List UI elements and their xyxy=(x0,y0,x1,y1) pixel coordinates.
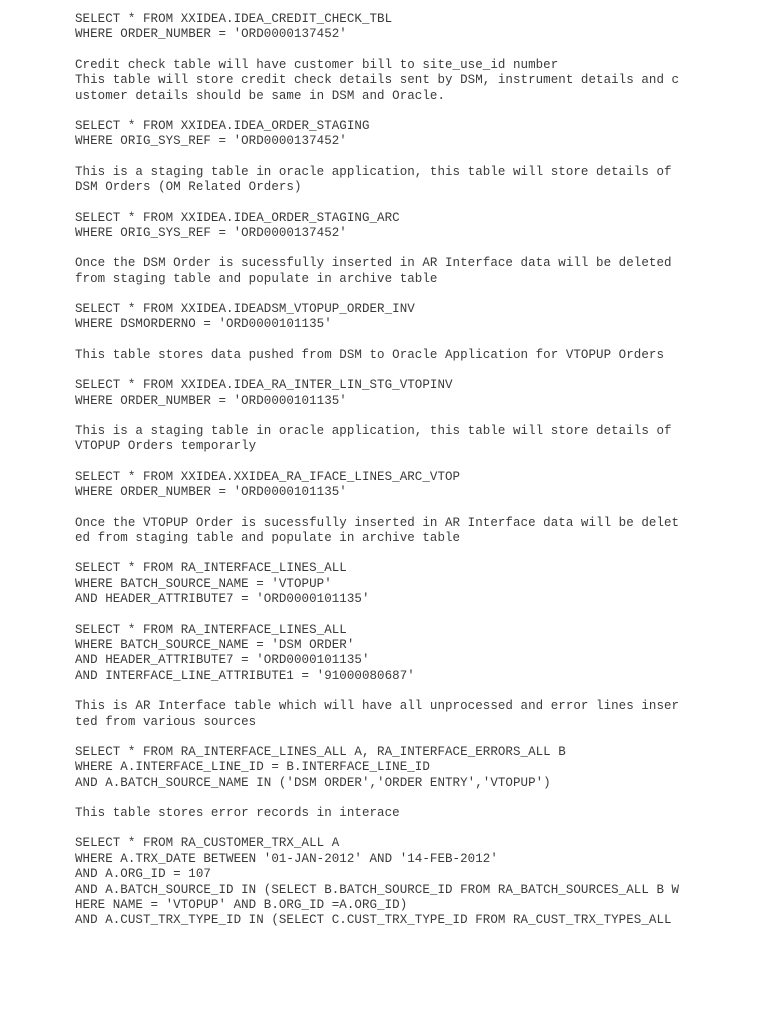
sql-line: AND A.ORG_ID = 107 xyxy=(75,867,211,882)
sql-query-block xyxy=(75,302,755,333)
text-line: This table stores error records in interace xyxy=(75,806,400,821)
text-line: ted from various sources xyxy=(75,714,257,729)
sql-line: WHERE A.INTERFACE_LINE_ID = B.INTERFACE_LINE_ID xyxy=(75,760,430,775)
sql-query-block xyxy=(75,745,755,791)
description-paragraph xyxy=(75,348,755,363)
text-line: ustomer details should be same in DSM and Oracle. xyxy=(75,88,446,103)
sql-query-block xyxy=(75,378,755,409)
sql-query-block xyxy=(75,836,755,928)
sql-line: WHERE ORDER_NUMBER = 'ORD0000137452' xyxy=(75,27,347,42)
sql-line: AND A.BATCH_SOURCE_ID IN (SELECT B.BATCH_SOURCE_ID FROM RA_BATCH_SOURCES_ALL B W xyxy=(75,882,680,897)
description-paragraph xyxy=(75,424,755,455)
sql-line: SELECT * FROM RA_CUSTOMER_TRX_ALL A xyxy=(75,836,340,851)
text-line: This is a staging table in oracle application, this table will store details of xyxy=(75,164,672,179)
text-line: ed from staging table and populate in archive table xyxy=(75,530,461,545)
sql-line: SELECT * FROM XXIDEA.IDEA_CREDIT_CHECK_TBL xyxy=(75,12,393,26)
sql-query-block xyxy=(75,211,755,242)
sql-line: WHERE ORDER_NUMBER = 'ORD0000101135' xyxy=(75,485,347,500)
text-line: Once the DSM Order is sucessfully inserted in AR Interface data will be deleted xyxy=(75,256,672,271)
sql-query-block xyxy=(75,119,755,150)
sql-line: WHERE ORIG_SYS_REF = 'ORD0000137452' xyxy=(75,134,347,149)
sql-line: AND A.CUST_TRX_TYPE_ID IN (SELECT C.CUST_TRX_TYPE_ID FROM RA_CUST_TRX_TYPES_ALL xyxy=(75,913,672,928)
sql-line: SELECT * FROM RA_INTERFACE_LINES_ALL xyxy=(75,622,347,637)
document-page xyxy=(75,12,755,944)
sql-line: WHERE ORDER_NUMBER = 'ORD0000101135' xyxy=(75,393,347,408)
sql-line: WHERE A.TRX_DATE BETWEEN '01-JAN-2012' AND '14-FEB-2012' xyxy=(75,851,498,866)
sql-line: WHERE BATCH_SOURCE_NAME = 'DSM ORDER' xyxy=(75,637,355,652)
sql-line: WHERE BATCH_SOURCE_NAME = 'VTOPUP' xyxy=(75,576,332,591)
text-line: This is a staging table in oracle application, this table will store details of xyxy=(75,424,672,439)
text-line: Credit check table will have customer bill to site_use_id number xyxy=(75,57,559,72)
sql-line: SELECT * FROM XXIDEA.IDEA_RA_INTER_LIN_STG_VTOPINV xyxy=(75,378,453,393)
description-paragraph xyxy=(75,806,755,821)
text-line: VTOPUP Orders temporarly xyxy=(75,439,257,454)
description-paragraph xyxy=(75,256,755,287)
text-line: Once the VTOPUP Order is sucessfully inserted in AR Interface data will be delet xyxy=(75,515,680,530)
text-line: This table stores data pushed from DSM to Oracle Application for VTOPUP Orders xyxy=(75,347,664,362)
sql-line: SELECT * FROM XXIDEA.IDEADSM_VTOPUP_ORDER_INV xyxy=(75,302,415,317)
text-line: This is AR Interface table which will have all unprocessed and error lines inser xyxy=(75,699,680,714)
sql-line: SELECT * FROM XXIDEA.IDEA_ORDER_STAGING_ARC xyxy=(75,210,400,225)
description-paragraph xyxy=(75,58,755,104)
sql-line: SELECT * FROM XXIDEA.IDEA_ORDER_STAGING xyxy=(75,118,370,133)
sql-query-block xyxy=(75,623,755,685)
sql-line: AND A.BATCH_SOURCE_NAME IN ('DSM ORDER','ORDER ENTRY','VTOPUP') xyxy=(75,775,551,790)
text-line: from staging table and populate in archive table xyxy=(75,271,438,286)
sql-line: SELECT * FROM RA_INTERFACE_LINES_ALL xyxy=(75,561,347,576)
description-paragraph xyxy=(75,165,755,196)
sql-query-block xyxy=(75,12,755,43)
sql-query-block xyxy=(75,470,755,501)
sql-line: AND INTERFACE_LINE_ATTRIBUTE1 = '91000080687' xyxy=(75,668,415,683)
sql-line: AND HEADER_ATTRIBUTE7 = 'ORD0000101135' xyxy=(75,653,370,668)
sql-line: SELECT * FROM XXIDEA.XXIDEA_RA_IFACE_LINES_ARC_VTOP xyxy=(75,469,461,484)
description-paragraph xyxy=(75,516,755,547)
text-line: DSM Orders (OM Related Orders) xyxy=(75,180,302,195)
sql-line: WHERE DSMORDERNO = 'ORD0000101135' xyxy=(75,317,332,332)
sql-line: HERE NAME = 'VTOPUP' AND B.ORG_ID =A.ORG_ID) xyxy=(75,898,408,913)
sql-query-block xyxy=(75,561,755,607)
sql-line: SELECT * FROM RA_INTERFACE_LINES_ALL A, RA_INTERFACE_ERRORS_ALL B xyxy=(75,744,566,759)
sql-line: WHERE ORIG_SYS_REF = 'ORD0000137452' xyxy=(75,225,347,240)
sql-line: AND HEADER_ATTRIBUTE7 = 'ORD0000101135' xyxy=(75,592,370,607)
text-line: This table will store credit check details sent by DSM, instrument details and c xyxy=(75,73,680,88)
description-paragraph xyxy=(75,699,755,730)
